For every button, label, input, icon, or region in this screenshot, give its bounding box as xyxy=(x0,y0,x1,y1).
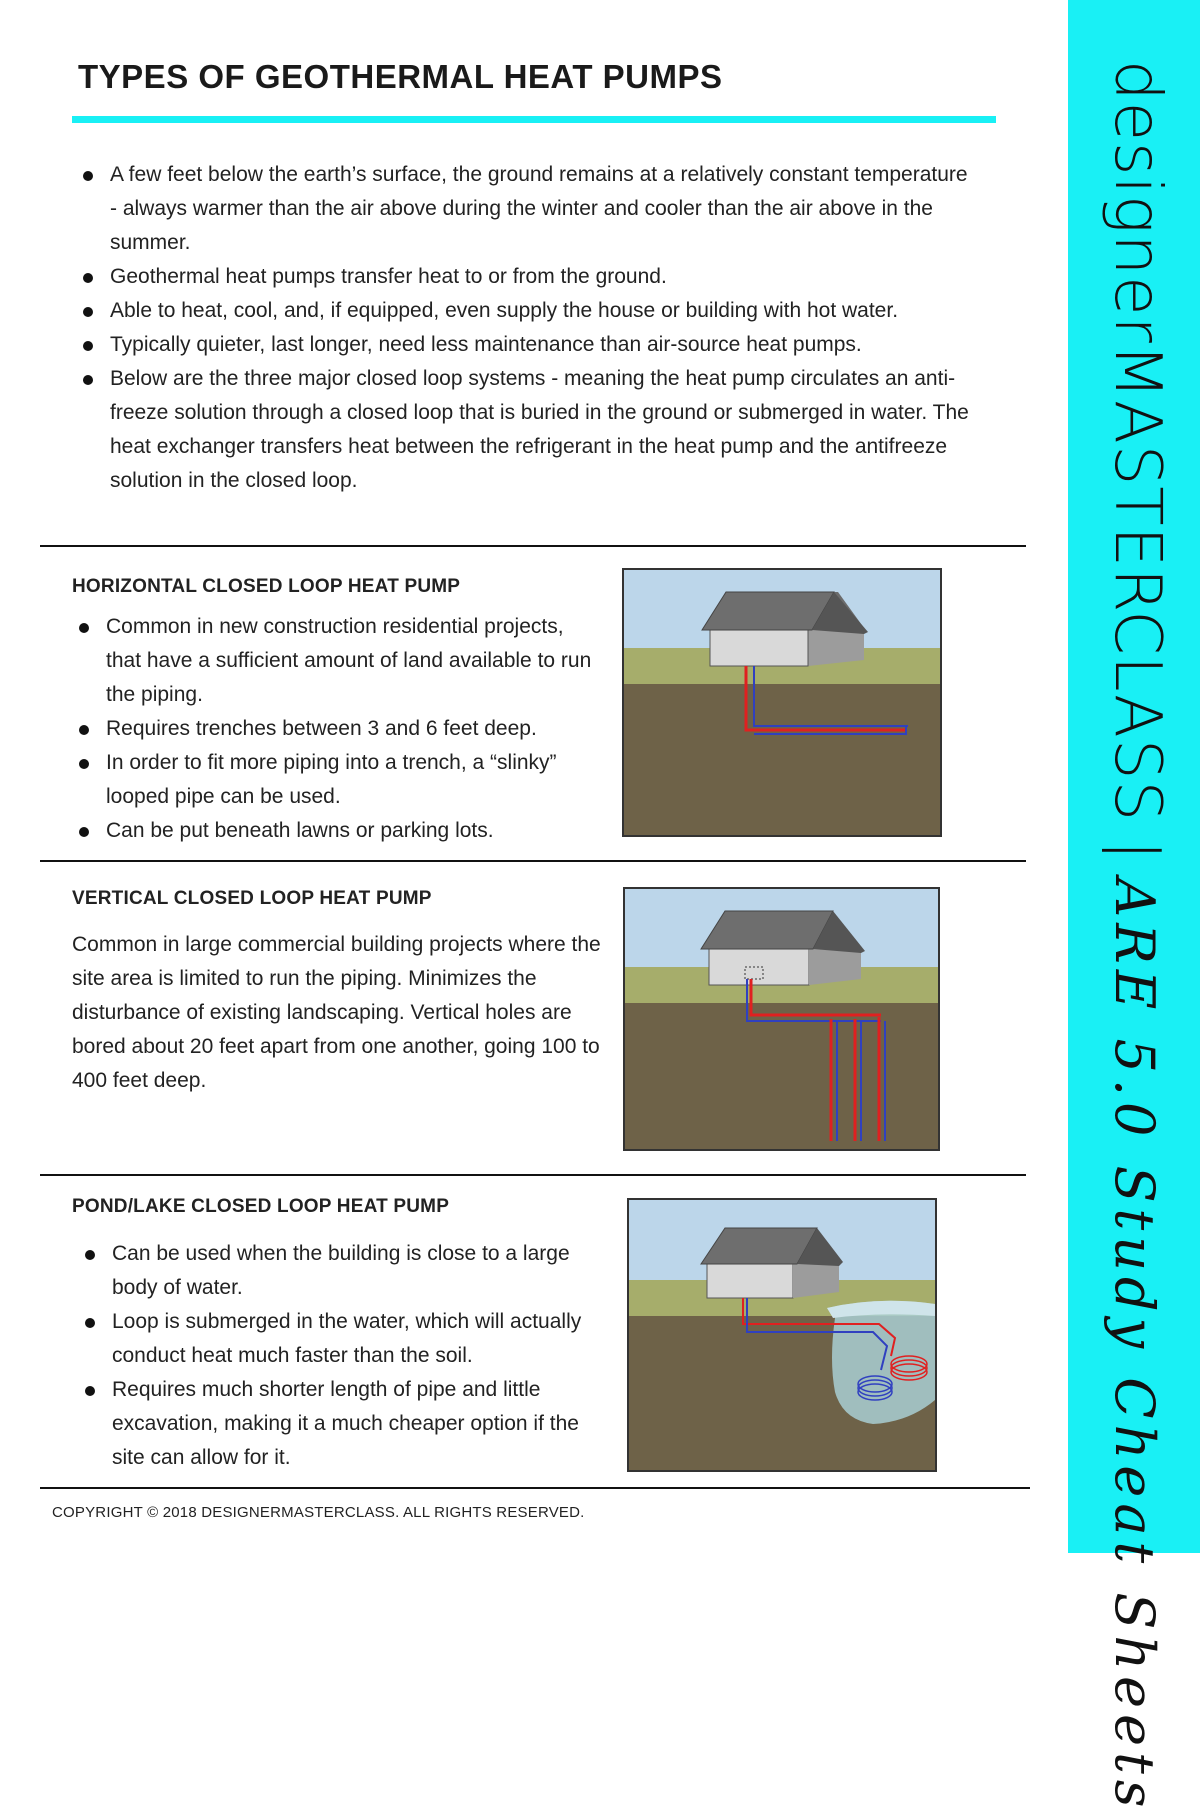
pond-section-body xyxy=(82,1237,612,1475)
vertical-loop-diagram xyxy=(623,887,940,1151)
list-item: Requires trenches between 3 and 6 feet deep. xyxy=(76,712,596,746)
vertical-section-body xyxy=(72,928,602,1098)
brand-subtitle: ARE 5.0 Study Cheat Sheets xyxy=(1103,878,1166,1813)
intro-bullet: Typically quieter, last longer, need less maintenance than air-source heat pumps. xyxy=(80,328,980,362)
copyright-notice: COPYRIGHT © 2018 DESIGNERMASTERCLASS. ALL RIGHTS RESERVED. xyxy=(52,1504,585,1521)
list-item: Can be put beneath lawns or parking lots. xyxy=(76,814,596,848)
horizontal-bullet-list xyxy=(76,610,596,848)
brand-separator: | xyxy=(1101,840,1171,861)
intro-bullet: Geothermal heat pumps transfer heat to or from the ground. xyxy=(80,260,980,294)
list-item: Common in new construction residential projects, that have a sufficient amount of land available to run the piping. xyxy=(76,610,596,712)
intro-bullet: Able to heat, cool, and, if equipped, even supply the house or building with hot water. xyxy=(80,294,980,328)
horizontal-loop-diagram xyxy=(622,568,942,837)
list-item: Loop is submerged in the water, which will actually conduct heat much faster than the soil. xyxy=(82,1305,612,1373)
intro-bullet: A few feet below the earth’s surface, the ground remains at a relatively constant temperature - always warmer than the air above during the winter and cooler than the air above in the summer. xyxy=(80,158,980,260)
list-item: Requires much shorter length of pipe and little excavation, making it a much cheaper option if the site can allow for it. xyxy=(82,1373,612,1475)
intro-bullet: Below are the three major closed loop systems - meaning the heat pump circulates an anti-freeze solution through a closed loop that is buried in the ground or submerged in water. The heat exchanger transfers heat between the refrigerant in the heat pump and the antifreeze solution in the closed loop. xyxy=(80,362,980,498)
intro-list xyxy=(80,158,980,498)
pond-bullet-list xyxy=(82,1237,612,1475)
pond-section-title: POND/LAKE CLOSED LOOP HEAT PUMP xyxy=(72,1196,450,1217)
section-divider xyxy=(40,1487,1030,1489)
section-divider xyxy=(40,860,1026,862)
vertical-section-title: VERTICAL CLOSED LOOP HEAT PUMP xyxy=(72,888,432,909)
title-underline xyxy=(72,116,996,123)
section-divider xyxy=(40,545,1026,547)
horizontal-section-title: HORIZONTAL CLOSED LOOP HEAT PUMP xyxy=(72,576,461,597)
pond-loop-diagram xyxy=(627,1198,937,1472)
list-item: Can be used when the building is close to a large body of water. xyxy=(82,1237,612,1305)
section-divider xyxy=(40,1174,1026,1176)
vertical-description: Common in large commercial building projects where the site area is limited to run the piping. Minimizes the disturbance of existing landscaping. Vertical holes are bored about 20 feet apart from one another, going 100 to 400 feet deep. xyxy=(72,933,601,1092)
list-item: In order to fit more piping into a trench, a “slinky” looped pipe can be used. xyxy=(76,746,596,814)
brand-name: designerMASTERCLASS xyxy=(1100,60,1174,823)
page-title: TYPES OF GEOTHERMAL HEAT PUMPS xyxy=(78,58,723,95)
horizontal-section-body xyxy=(76,610,596,848)
